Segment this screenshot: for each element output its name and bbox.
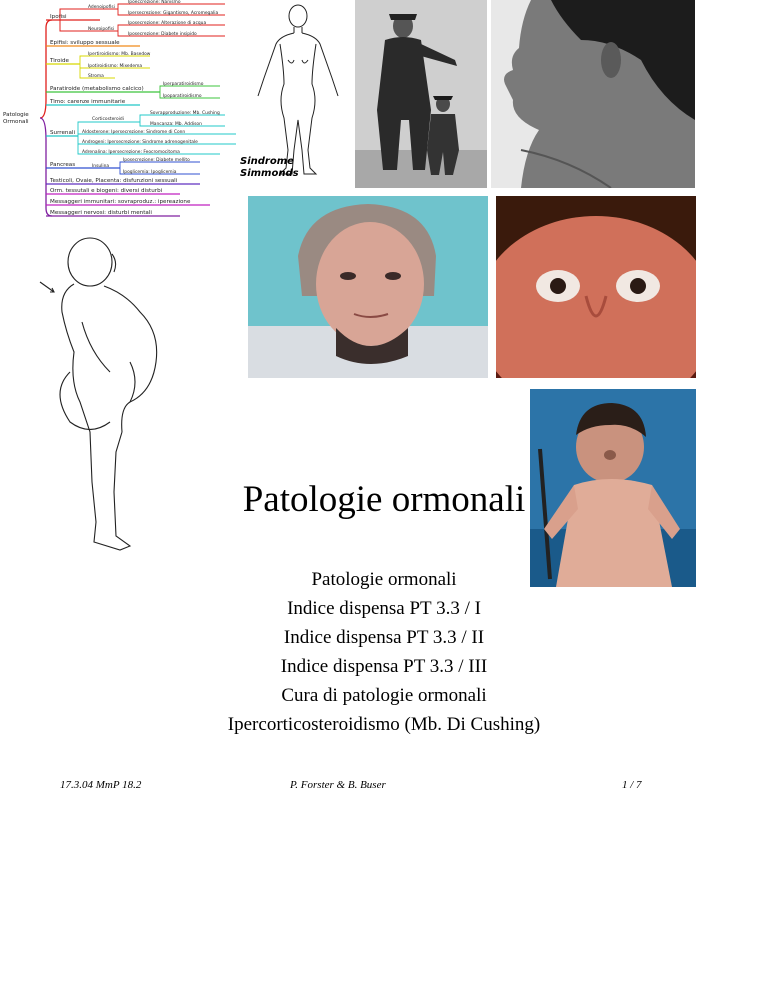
tree-adenoipofisi: Adenoipofisi xyxy=(88,5,115,10)
tree-leaf-diabete-mellito: Iposecrezione: Diabete mellito xyxy=(123,158,190,163)
tree-messaggeri-nervosi: Messaggeri nervosi: disturbi mentali xyxy=(50,210,152,216)
tree-leaf-addison: Mancanza: Mb. Addison xyxy=(150,122,202,127)
tree-root-label-2: Ormonali xyxy=(3,119,29,125)
footer-page-number: 1 / 7 xyxy=(622,779,642,791)
acromegaly-profile-photo xyxy=(491,0,695,188)
tree-leaf-basedow: Ipertiroidismo: Mb. Basedow xyxy=(88,52,151,57)
tree-leaf-ipoglicemia: Ipoglicemia: Ipoglicemia xyxy=(123,170,177,175)
tree-stroma: Stroma xyxy=(88,74,104,79)
tree-testicoli: Testicoli, Ovaie, Placenta: disfunzioni sessuali xyxy=(50,178,178,184)
tree-leaf-diabete-insipido: Iposecrezione: Diabete insipido xyxy=(128,32,197,37)
tree-surrenali: Surrenali xyxy=(50,130,75,136)
tree-leaf-cushing: Sovrapproduzione: Mb. Cushing xyxy=(150,111,220,116)
footer-authors: P. Forster & B. Buser xyxy=(290,779,386,791)
toc-item[interactable]: Cura di patologie ormonali xyxy=(281,685,487,706)
simmonds-figure-drawing xyxy=(244,0,352,182)
hirsutism-woman-photo xyxy=(248,196,488,378)
tree-paratiroide: Paratiroide (metabolismo calcico) xyxy=(50,86,144,92)
toc-item[interactable]: Patologie ormonali xyxy=(311,569,457,590)
tree-corticosteroidi: Corticosteroidi xyxy=(92,117,124,122)
table-of-contents xyxy=(0,565,768,739)
hormone-pathology-tree xyxy=(0,0,245,225)
tree-leaf-alterazione: Iposecrezione: Alterazione di acqua xyxy=(128,21,207,26)
simmonds-caption xyxy=(240,156,299,180)
simmonds-caption-line-2: Simmonds xyxy=(240,168,299,179)
tree-messaggeri-immunitari: Messaggeri immunitari: sovraproduz.: ipereazione xyxy=(50,199,191,205)
toc-item[interactable]: Indice dispensa PT 3.3 / III xyxy=(280,656,488,677)
tree-ipofisi: Ipofisi xyxy=(50,14,67,20)
tree-timo: Timo: carenze immunitarie xyxy=(50,99,126,105)
tree-leaf-iperparatiroidismo: Iperparatiroidismo xyxy=(163,82,204,87)
tree-leaf-ipoparatiroidismo: Ipoparatiroidismo xyxy=(163,94,202,99)
tree-leaf-nanismo: Ipoeccrezione: Nanismo xyxy=(128,0,181,5)
gigantism-dwarfism-photo xyxy=(355,0,487,188)
tree-neuroipofisi: Neuroipofisi xyxy=(88,27,115,32)
tree-leaf-adrenogenitale: Androgeni: Ipersecrezione: Sindrome adrenogenitale xyxy=(82,140,198,145)
toc-item[interactable]: Ipercorticosteroidismo (Mb. Di Cushing) xyxy=(227,714,541,735)
tree-tiroide: Tiroide xyxy=(50,58,69,64)
tree-pancreas: Pancreas xyxy=(50,162,76,168)
tree-insulina: Insulina xyxy=(92,164,110,169)
tree-leaf-mixedema: Ipotiroidismo: Mixedema xyxy=(88,64,143,69)
footer-date-code: 17.3.04 MmP 18.2 xyxy=(60,779,142,791)
tree-leaf-gigantismo: Ipersecrezione: Gigantismo, Acromegalia xyxy=(128,11,219,16)
tree-root-label-1: Patologie xyxy=(3,112,29,118)
exophthalmos-photo xyxy=(496,196,696,378)
toc-item[interactable]: Indice dispensa PT 3.3 / I xyxy=(287,598,481,619)
page-title: Patologie ormonali xyxy=(242,479,526,520)
simmonds-caption-line-1: Sindrome xyxy=(240,156,294,167)
tree-epifisi: Epifisi: sviluppo sessuale xyxy=(50,40,120,46)
tree-leaf-feocromocitoma: Adrenalina: Ipersecrezione: Feocromocitoma xyxy=(82,150,180,155)
tree-leaf-conn: Aldosterone: Ipersecrezione: Sindrome di Conn xyxy=(82,130,186,135)
tree-orm-tessutali: Orm. tessutali e biogeni: diversi disturbi xyxy=(50,188,163,194)
toc-item[interactable]: Indice dispensa PT 3.3 / II xyxy=(283,627,485,648)
